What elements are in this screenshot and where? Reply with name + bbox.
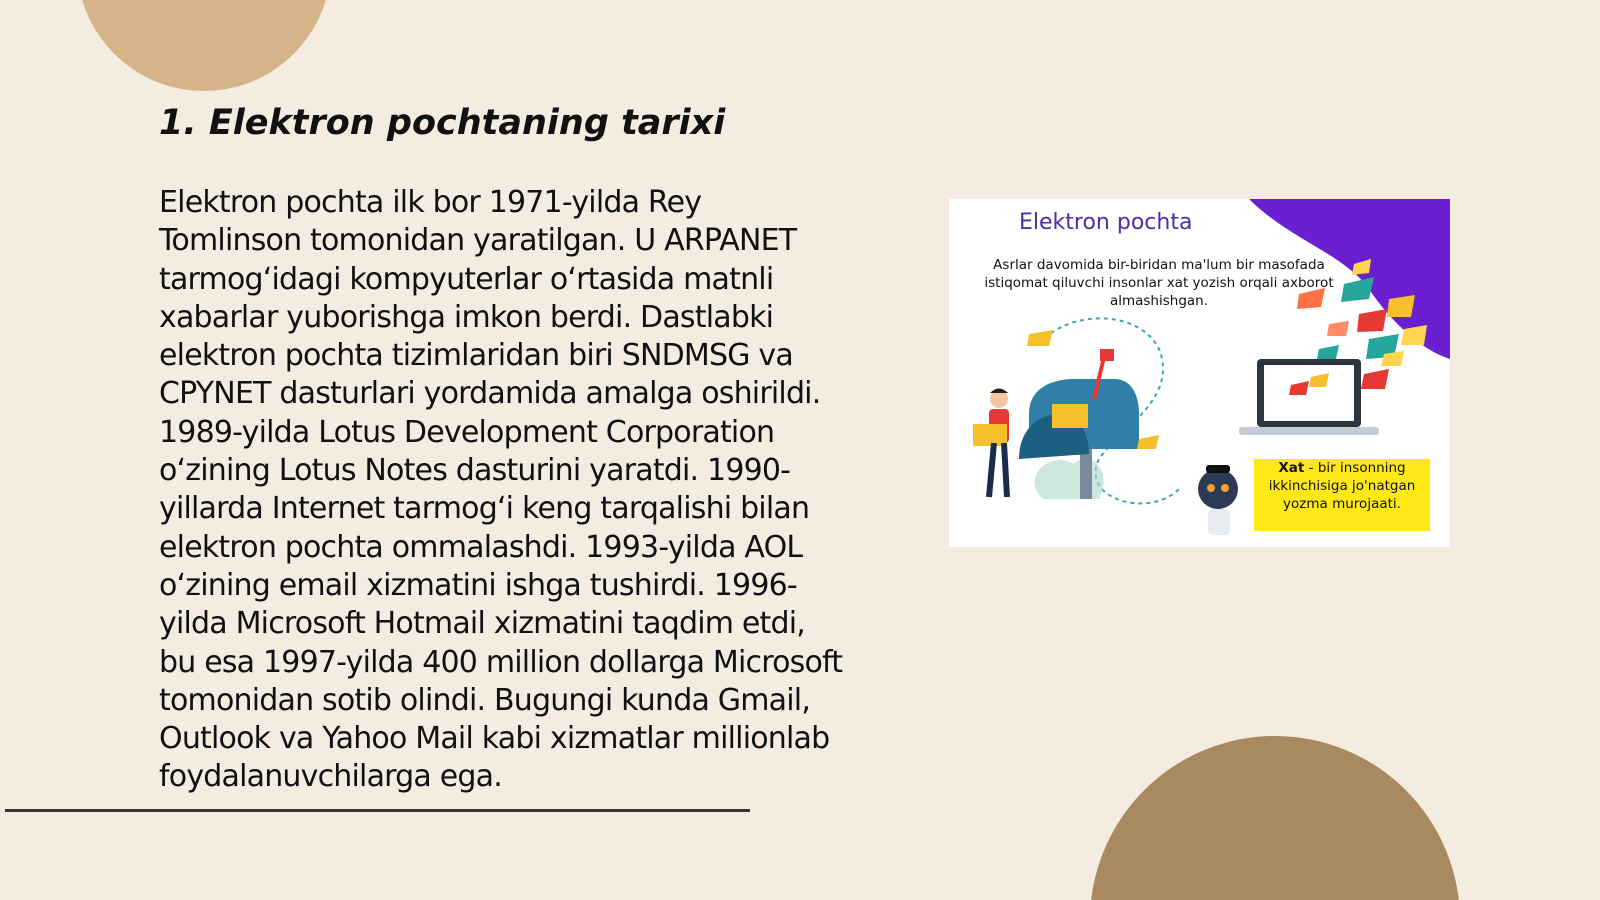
mailbox-icon — [1019, 349, 1139, 499]
card-title: Elektron pochta — [1019, 210, 1193, 235]
person-with-envelope-icon — [973, 389, 1009, 498]
card-description: Asrlar davomida bir-biridan ma'lum bir masofada istiqomat qiluvchi insonlar xat yozish orqali axborot almashishgan. — [984, 257, 1334, 309]
divider-line — [5, 809, 750, 812]
laptop-icon — [1239, 359, 1379, 435]
definition-text: - bir insonning ikkinchisiga jo'natgan yozma murojaati. — [1268, 460, 1416, 512]
envelope-icon — [1137, 435, 1159, 449]
decorative-circle-bottom — [1090, 736, 1460, 900]
slide-title: 1. Elektron pochtaning tarixi — [159, 103, 726, 143]
decorative-circle-top — [77, 0, 331, 91]
definition-term: Xat — [1278, 460, 1305, 476]
email-illustration-card — [949, 199, 1450, 547]
envelope-icon — [1027, 330, 1053, 346]
definition-box — [1254, 459, 1430, 531]
robot-icon — [1198, 465, 1238, 535]
slide-body-text: Elektron pochta ilk bor 1971-yilda Rey Tomlinson tomonidan yaratilgan. U ARPANET tarmog‘idagi kompyuterlar o‘rtasida matnli xabarlar yuborishga imkon berdi. Dastlabki elektron pochta tizimlaridan biri SNDMSG va CPYNET dasturlari yordamida amalga oshirildi. 1989-yilda Lotus Development Corporation o‘zining Lotus Notes dasturini yaratdi. 1990-yillarda Internet tarmog‘i keng tarqalishi bilan elektron pochta ommalashdi. 1993-yilda AOL o‘zining email xizmatini ishga tushirdi. 1996-yilda Microsoft Hotmail xizmatini taqdim etdi, bu esa 1997-yilda 400 million dollarga Microsoft tomonidan sotib olindi. Bugungi kunda Gmail, Outlook va Yahoo Mail kabi xizmatlar millionlab foydalanuvchilarga ega. — [159, 185, 843, 795]
